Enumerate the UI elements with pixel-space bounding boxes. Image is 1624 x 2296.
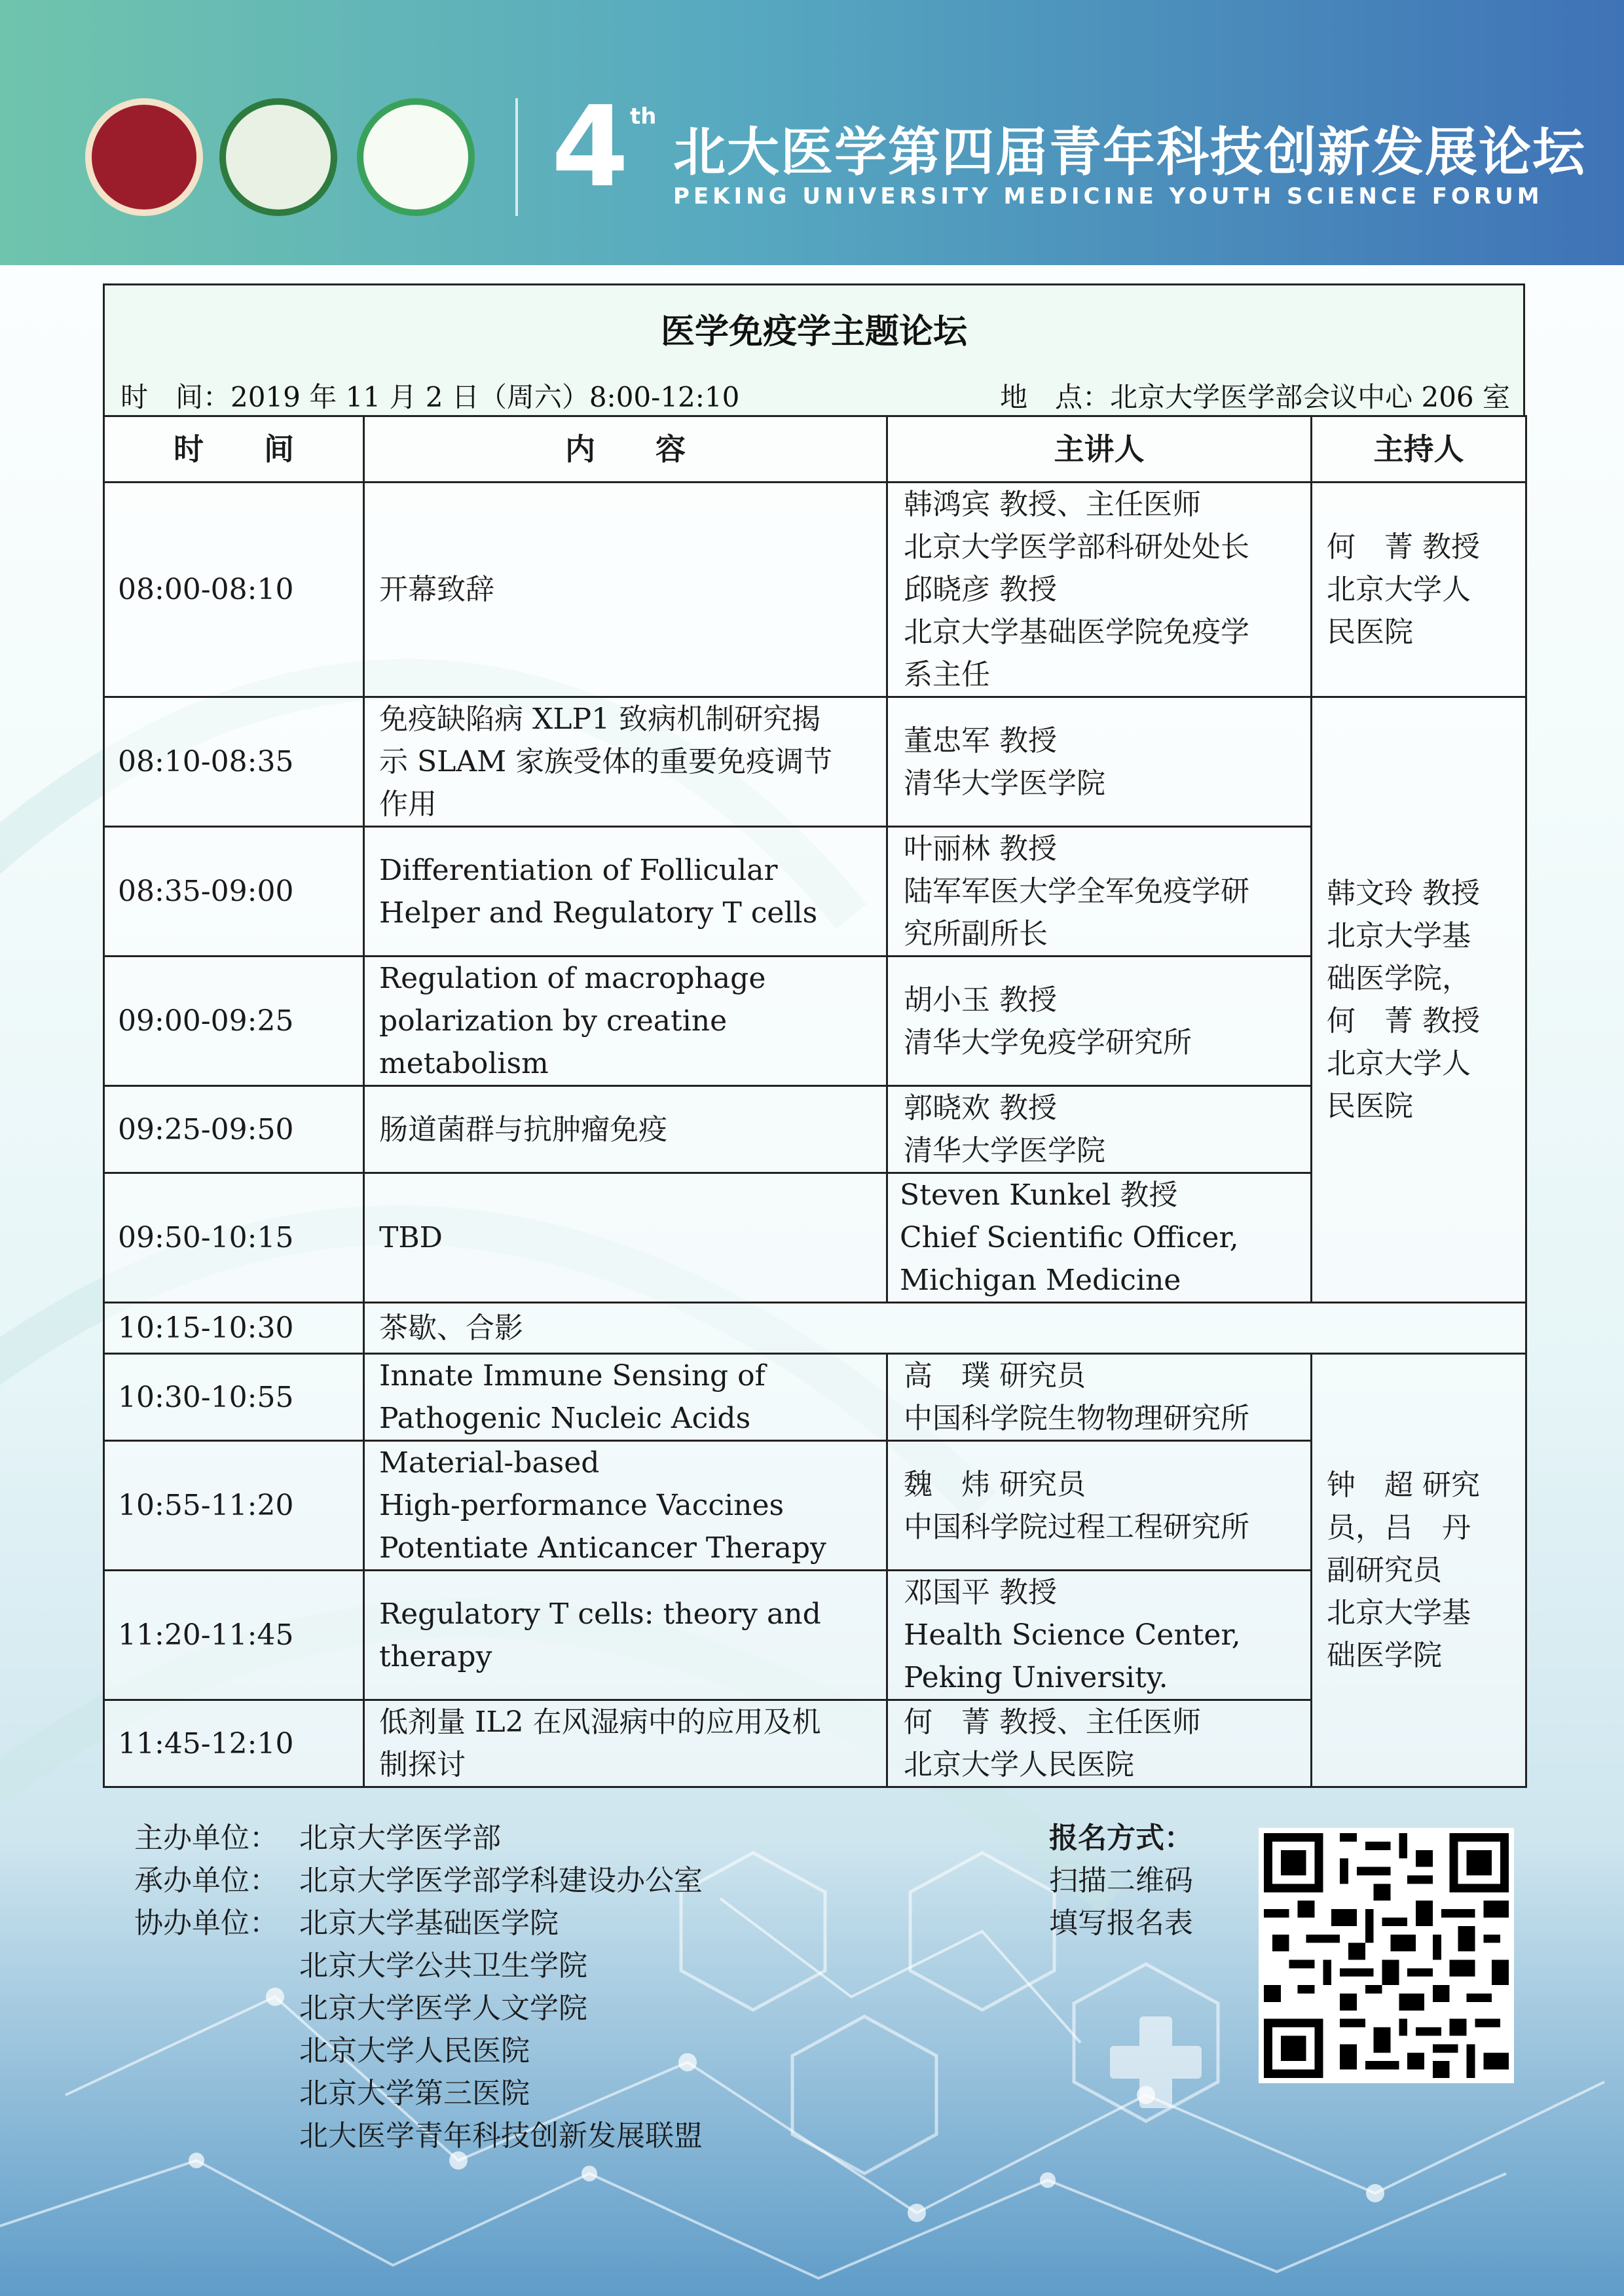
- speaker-line: 系主任: [904, 658, 990, 691]
- speaker-line: 胡小玉 教授: [904, 983, 1057, 1017]
- speaker-line: 董忠军 教授: [904, 723, 1057, 757]
- content-line: 肠道菌群与抗肿瘤免疫: [379, 1112, 667, 1146]
- speaker-line: 中国科学院生物物理研究所: [904, 1402, 1249, 1435]
- header-banner: [0, 0, 1624, 265]
- organizers: [134, 1817, 703, 2157]
- session-content: [364, 1571, 887, 1700]
- session-time: 09:00-09:25: [104, 957, 364, 1086]
- speaker-line: 中国科学院过程工程研究所: [904, 1510, 1249, 1544]
- forum-title-en: PEKING UNIVERSITY MEDICINE YOUTH SCIENCE FORUM: [673, 183, 1543, 210]
- content-line: Innate Immune Sensing of: [379, 1359, 766, 1393]
- speaker-line: 邓国平 教授: [904, 1576, 1057, 1609]
- speaker-line: 北京大学人民医院: [904, 1748, 1134, 1781]
- session-content: [364, 697, 887, 827]
- undertaker-label: 承办单位：: [134, 1864, 278, 1897]
- speaker-line: 北京大学基础医学院免疫学: [904, 615, 1249, 649]
- session-speaker: [887, 483, 1312, 697]
- cooperator-item: 北京大学公共卫生学院: [299, 1949, 587, 1982]
- speaker-line: 清华大学医学院: [904, 1134, 1105, 1167]
- table-row: [104, 483, 1526, 697]
- session-content: [364, 1303, 1526, 1354]
- speaker-line: Michigan Medicine: [900, 1264, 1181, 1297]
- speaker-line: 邱晓彦 教授: [904, 573, 1057, 606]
- content-line: 免疫缺陷病 XLP1 致病机制研究揭: [379, 702, 821, 736]
- content-line: therapy: [379, 1639, 492, 1673]
- session-time: 10:55-11:20: [104, 1441, 364, 1571]
- forum-place: [1000, 376, 1510, 415]
- speaker-line: 清华大学医学院: [904, 766, 1105, 800]
- header-content: 内 容: [364, 416, 887, 483]
- session-speaker: [887, 1354, 1312, 1441]
- schedule-sheet: [103, 283, 1525, 1788]
- session-host: [1312, 483, 1526, 697]
- cooperator-item: 北京大学人民医院: [299, 2034, 530, 2068]
- content-line: Pathogenic Nucleic Acids: [379, 1402, 751, 1435]
- content-line: 作用: [379, 788, 437, 821]
- speaker-line: 魏 炜 研究员: [904, 1467, 1086, 1501]
- forum-time: [120, 376, 739, 415]
- register-title: 报名方式：: [1049, 1821, 1193, 1855]
- host-line: 北京大学人: [1327, 573, 1471, 606]
- register-line: 扫描二维码: [1049, 1864, 1193, 1897]
- speaker-line: 究所副所长: [904, 917, 1048, 951]
- host-line: 员，吕 丹: [1327, 1511, 1471, 1544]
- speaker-line: Peking University.: [904, 1661, 1168, 1694]
- session-speaker: [887, 1700, 1312, 1787]
- session-time: 08:35-09:00: [104, 827, 364, 957]
- session-speaker: [887, 1441, 1312, 1571]
- session-content: [364, 1441, 887, 1571]
- cooperator-item: 北大医学青年科技创新发展联盟: [299, 2119, 703, 2153]
- speaker-line: Chief Scientific Officer,: [900, 1221, 1239, 1254]
- host-line: 础医学院，: [1327, 962, 1471, 995]
- content-line: Helper and Regulatory T cells: [379, 896, 818, 930]
- host-line: 北京大学人: [1327, 1047, 1471, 1080]
- header-time: 时 间: [104, 416, 364, 483]
- session-speaker: [887, 827, 1312, 957]
- register-line: 填写报名表: [1049, 1906, 1193, 1940]
- schedule-banner: [103, 283, 1525, 415]
- host-line: 民医院: [1327, 615, 1413, 649]
- table-row: [104, 697, 1526, 827]
- session-host-block-1: [1312, 697, 1526, 1303]
- content-line: Material-based: [379, 1446, 600, 1480]
- session-content: [364, 827, 887, 957]
- table-row: [104, 1354, 1526, 1441]
- speaker-line: 清华大学免疫学研究所: [904, 1025, 1192, 1059]
- content-line: polarization by creatine: [379, 1004, 728, 1038]
- content-line: 低剂量 IL2 在风湿病中的应用及机: [379, 1705, 821, 1739]
- host-line: 何 菁 教授: [1327, 530, 1480, 564]
- speaker-line: 韩鸿宾 教授、主任医师: [904, 488, 1201, 521]
- time-label: 时 间：: [120, 381, 231, 413]
- host-line: 韩文玲 教授: [1327, 877, 1480, 910]
- speaker-line: Health Science Center,: [904, 1618, 1241, 1652]
- forum-subtitle: 医学免疫学主题论坛: [660, 312, 967, 352]
- speaker-line: Steven Kunkel 教授: [900, 1178, 1178, 1212]
- session-content: [364, 483, 887, 697]
- cooperator-item: 北京大学医学人文学院: [299, 1992, 587, 2025]
- schedule-table: [103, 415, 1527, 1788]
- session-content: [364, 1086, 887, 1173]
- content-line: Differentiation of Follicular: [379, 853, 778, 887]
- speaker-line: 叶丽林 教授: [904, 832, 1057, 866]
- session-content: [364, 1354, 887, 1441]
- host-line: 民医院: [1327, 1089, 1413, 1123]
- table-row: [104, 1303, 1526, 1354]
- content-line: 开幕致辞: [379, 573, 494, 606]
- session-speaker: [887, 957, 1312, 1086]
- speaker-line: 何 菁 教授、主任医师: [904, 1705, 1201, 1739]
- registration-info: [1049, 1817, 1193, 1944]
- cooperator-item: 北京大学第三医院: [299, 2077, 530, 2110]
- content-line: Regulation of macrophage: [379, 962, 766, 995]
- forum-number-suffix: th: [630, 103, 657, 130]
- session-time: 10:30-10:55: [104, 1354, 364, 1441]
- session-time: 08:10-08:35: [104, 697, 364, 827]
- place-label: 地 点：: [1000, 381, 1111, 413]
- host-line: 础医学院: [1327, 1639, 1442, 1672]
- content-line: TBD: [379, 1221, 443, 1254]
- cooperator-item: 北京大学基础医学院: [299, 1906, 559, 1940]
- host-line: 副研究员: [1327, 1554, 1442, 1587]
- session-time: 11:45-12:10: [104, 1700, 364, 1787]
- session-content: [364, 1173, 887, 1303]
- session-speaker: [887, 1571, 1312, 1700]
- host-line: 北京大学基: [1327, 919, 1471, 953]
- session-host-block-2: [1312, 1354, 1526, 1787]
- content-line: 示 SLAM 家族受体的重要免疫调节: [379, 745, 833, 778]
- organizer-value: 北京大学医学部: [299, 1821, 501, 1855]
- host-line: 何 菁 教授: [1327, 1004, 1480, 1038]
- content-line: 制探讨: [379, 1748, 466, 1781]
- health-science-center-seal-icon: [219, 98, 337, 216]
- forum-number: 4: [551, 82, 629, 212]
- header-divider: [515, 98, 518, 216]
- content-line: Regulatory T cells: theory and: [379, 1597, 821, 1631]
- content-line: metabolism: [379, 1047, 549, 1080]
- session-content: [364, 1700, 887, 1787]
- content-line: Potentiate Anticancer Therapy: [379, 1531, 826, 1565]
- speaker-line: 陆军军医大学全军免疫学研: [904, 875, 1249, 908]
- session-time: 10:15-10:30: [104, 1303, 364, 1354]
- session-speaker: [887, 697, 1312, 827]
- session-time: 09:50-10:15: [104, 1173, 364, 1303]
- youth-alliance-logo-icon: [357, 98, 475, 216]
- header-speaker: 主讲人: [887, 416, 1312, 483]
- speaker-line: 高 璞 研究员: [904, 1359, 1086, 1393]
- table-header-row: [104, 416, 1526, 483]
- qr-code-icon[interactable]: [1259, 1828, 1514, 2083]
- organizer-row: [134, 1817, 703, 1859]
- undertaker-value: 北京大学医学部学科建设办公室: [299, 1864, 703, 1897]
- host-line: 北京大学基: [1327, 1596, 1471, 1630]
- session-speaker: [887, 1173, 1312, 1303]
- header-host: 主持人: [1312, 416, 1526, 483]
- time-value: 2019 年 11 月 2 日（周六）8:00-12:10: [231, 381, 740, 413]
- cooperator-row: [134, 1902, 703, 2157]
- content-line: High-performance Vaccines: [379, 1489, 784, 1522]
- session-content: [364, 957, 887, 1086]
- peking-university-seal-icon: [85, 98, 203, 216]
- speaker-line: 北京大学医学部科研处处长: [904, 530, 1249, 564]
- place-value: 北京大学医学部会议中心 206 室: [1110, 381, 1510, 413]
- undertaker-row: [134, 1859, 703, 1902]
- forum-title-cn: 北大医学第四届青年科技创新发展论坛: [673, 122, 1586, 183]
- content-line: 茶歇、合影: [379, 1311, 523, 1345]
- cooperator-label: 协办单位：: [134, 1906, 278, 1940]
- session-time: 11:20-11:45: [104, 1571, 364, 1700]
- host-line: 钟 超 研究: [1327, 1468, 1480, 1502]
- session-time: 08:00-08:10: [104, 483, 364, 697]
- organizer-label: 主办单位：: [134, 1821, 278, 1855]
- cooperator-list: [299, 1902, 703, 2157]
- speaker-line: 郭晓欢 教授: [904, 1091, 1057, 1125]
- session-time: 09:25-09:50: [104, 1086, 364, 1173]
- session-speaker: [887, 1086, 1312, 1173]
